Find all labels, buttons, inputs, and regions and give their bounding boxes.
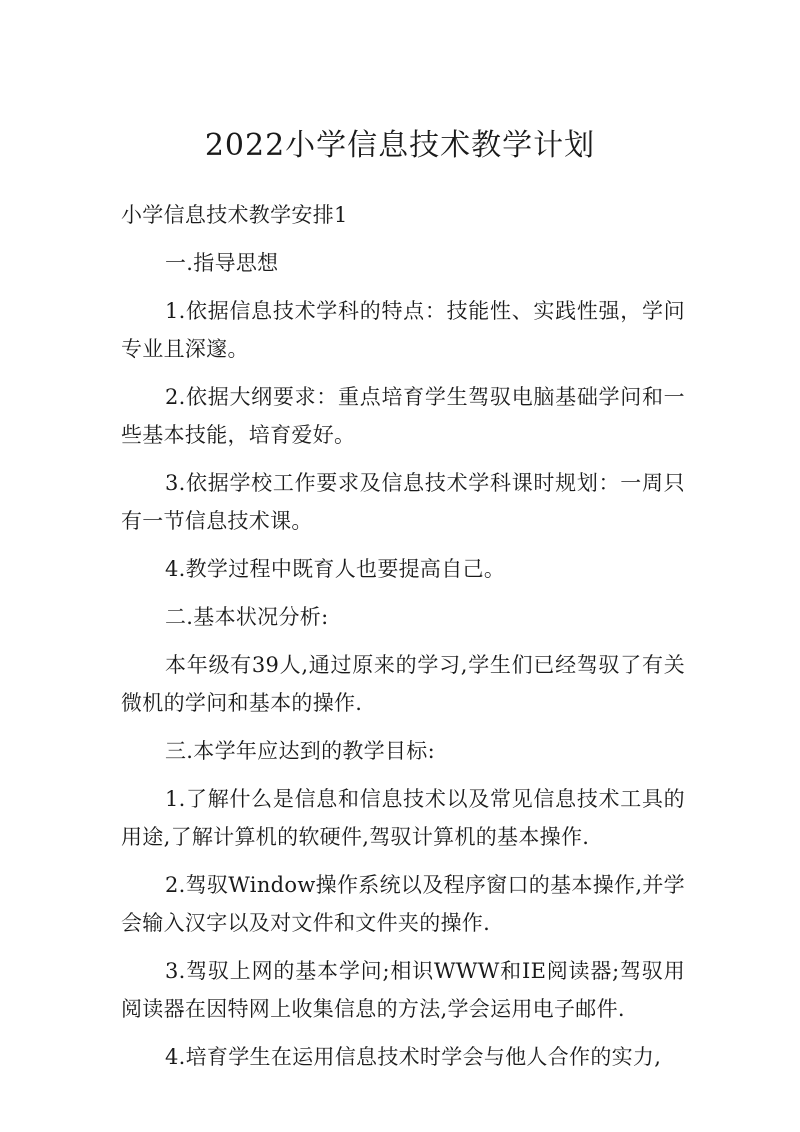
section-heading: 小学信息技术教学安排1 (121, 203, 348, 227)
paragraph-situation-text: 本年级有39人,通过原来的学习,学生们已经驾驭了有关微机的学问和基本的操作. (121, 653, 685, 715)
paragraph-item-1: 1.依据信息技术学科的特点：技能性、实践性强，学问专业且深邃。 (121, 299, 685, 361)
paragraph-goal-3: 3.驾驭上网的基本学问;相识WWW和IE阅读器;驾驭用阅读器在因特网上收集信息的方法,学会运用电子邮件. (121, 959, 685, 1021)
document-title: 2022小学信息技术教学计划 (204, 128, 596, 163)
paragraph-situation-heading: 二.基本状况分析: (165, 605, 329, 629)
paragraph-goal-1: 1.了解什么是信息和信息技术以及常见信息技术工具的用途,了解计算机的软硬件,驾驭计算机的基本操作. (121, 787, 685, 849)
paragraph-item-3: 3.依据学校工作要求及信息技术学科课时规划：一周只有一节信息技术课。 (121, 471, 685, 533)
paragraph-goal-2: 2.驾驭Window操作系统以及程序窗口的基本操作,并学会输入汉字以及对文件和文件夹的操作. (121, 873, 685, 935)
document-body (121, 196, 685, 1086)
paragraph-goals-heading: 三.本学年应达到的教学目标: (165, 739, 435, 763)
paragraph-goal-4: 4.培育学生在运用信息技术时学会与他人合作的实力, (165, 1045, 662, 1069)
paragraph-guiding-ideology-heading: 一.指导思想 (165, 251, 279, 275)
paragraph-item-4: 4.教学过程中既育人也要提高自己。 (165, 557, 506, 581)
paragraph-item-2: 2.依据大纲要求：重点培育学生驾驭电脑基础学问和一些基本技能，培育爱好。 (121, 385, 685, 447)
